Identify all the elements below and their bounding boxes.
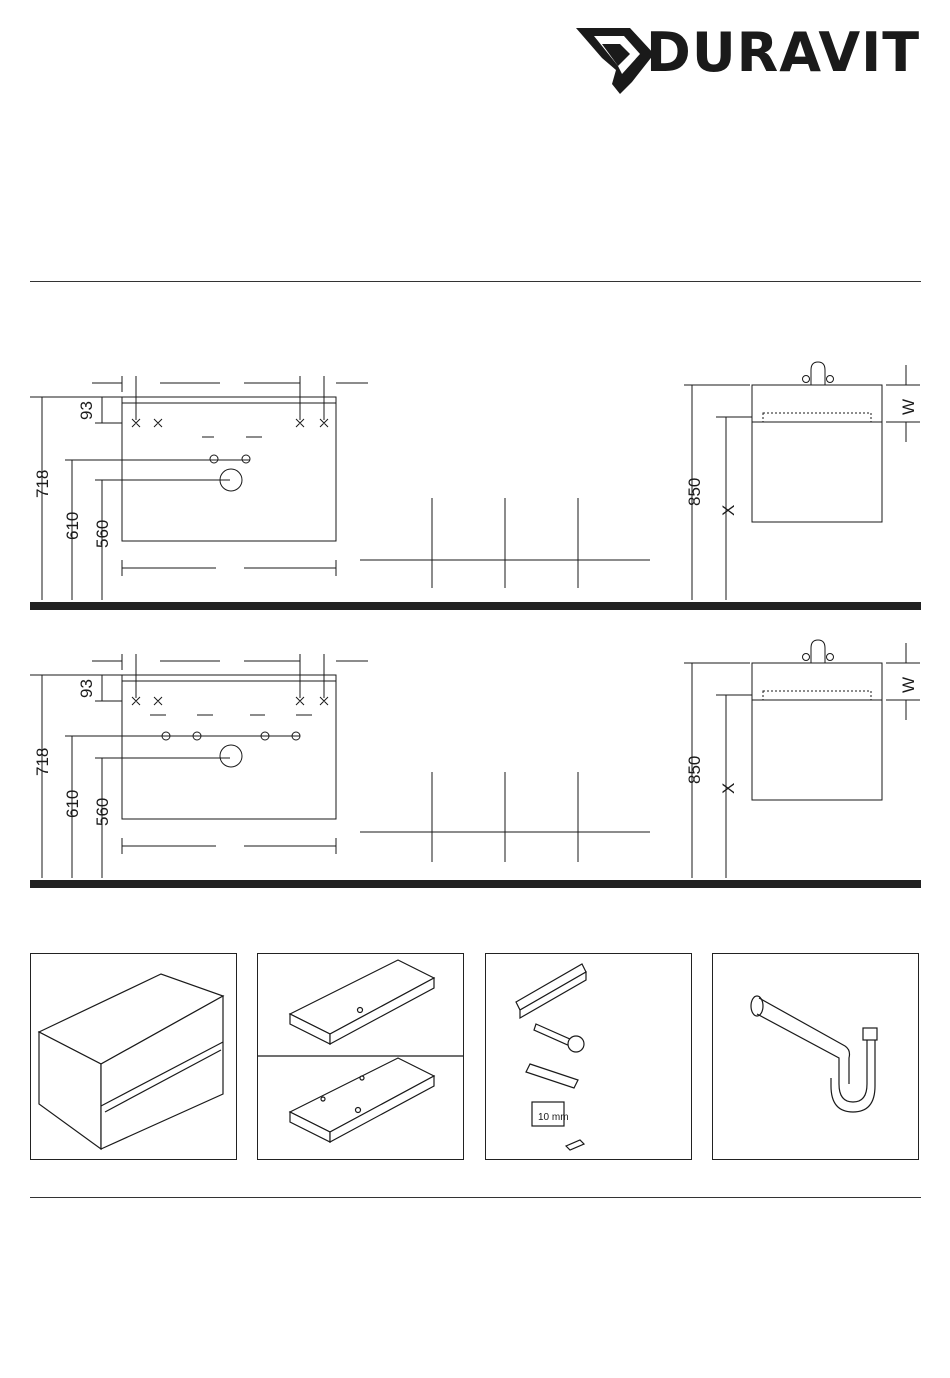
dim-top-offset: 93: [77, 679, 96, 698]
siphon-icon: [713, 954, 918, 1159]
vanity-unit-panel: [30, 953, 237, 1160]
dim-w: W: [899, 398, 918, 415]
mounting-kit-label: 10 mm: [538, 1112, 569, 1123]
drawing-svg-1: [0, 330, 950, 610]
dim-height-low: 560: [93, 797, 112, 826]
dim-x: X: [719, 504, 738, 516]
drawing-svg-2: [0, 608, 950, 888]
dim-x: X: [719, 782, 738, 794]
dim-height-mid: 610: [63, 789, 82, 818]
dim-height-low: 560: [93, 519, 112, 548]
mounting-kit-icon: [486, 954, 691, 1159]
washbasins-panel: [257, 953, 464, 1160]
dim-front-height: 850: [685, 755, 704, 784]
dim-top-offset: 93: [77, 401, 96, 420]
siphon-panel: [712, 953, 919, 1160]
vanity-unit-icon: [31, 954, 236, 1159]
dim-height-total: 718: [33, 469, 52, 498]
dim-height-total: 718: [33, 747, 52, 776]
bottom-divider: [30, 1197, 921, 1198]
dim-w: W: [899, 676, 918, 693]
dim-height-mid: 610: [63, 511, 82, 540]
washbasin-icon: [258, 954, 463, 1159]
installation-drawing-2: [0, 608, 950, 888]
installation-drawing-1: [0, 330, 950, 610]
mounting-kit-panel: [485, 953, 692, 1160]
dim-front-height: 850: [685, 477, 704, 506]
brand-name: DURAVIT: [646, 21, 921, 84]
top-divider: [30, 281, 921, 282]
